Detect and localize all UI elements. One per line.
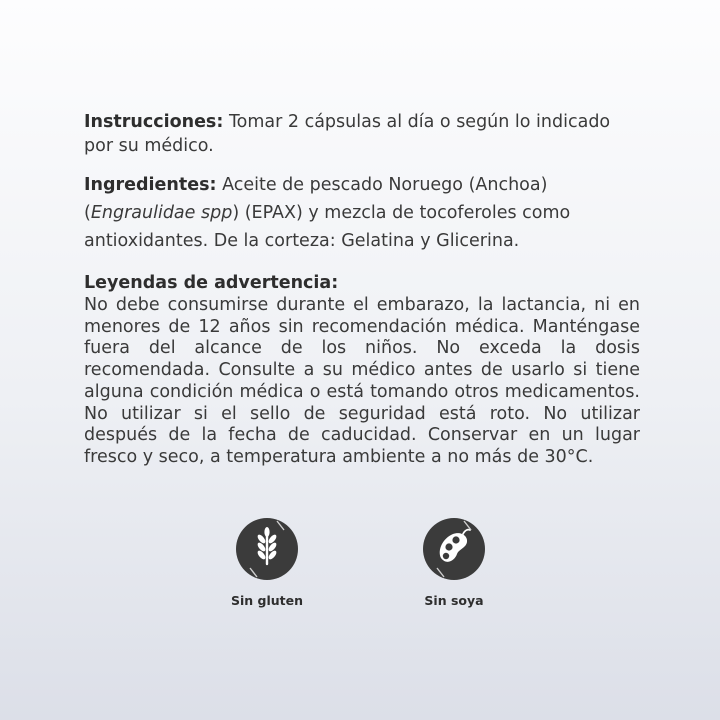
ingredients-text-continued: ) (EPAX) y mezcla de tocoferoles como antioxidantes. De la corteza: Gelatina y Glicerina. [84, 203, 571, 251]
soy-free-badge [394, 518, 514, 608]
ingredients-species: Engraulidae spp [90, 203, 233, 223]
warnings-section [84, 271, 640, 469]
warnings-title: Leyendas de advertencia: [84, 273, 339, 293]
soybean-crossed-icon [423, 518, 485, 580]
instructions-text: Tomar 2 cápsulas al día o según lo indicado por su médico. [84, 112, 611, 156]
warnings-text: No debe consumirse durante el embarazo, la lactancia, ni en menores de 12 años sin recomendación médica. Manténgase fuera del alcance de los niños. No exceda la dosis recomendada. Consulte a su médico antes de usarlo si tiene alguna condición médica o está tomando otros medicamentos. No utilizar si el sello de seguridad está roto. No utilizar después de la fecha de caducidad. Conservar en un lugar fresco y seco, a temperatura ambiente a no más de 30°C. [84, 295, 640, 467]
ingredients-label: Ingredientes: [84, 175, 217, 195]
instructions-label: Instrucciones: [84, 112, 224, 132]
ingredients-text: Aceite de pescado Noruego (Anchoa) ( [84, 175, 548, 223]
ingredients-section [84, 171, 640, 255]
gluten-free-badge [207, 518, 327, 608]
instructions-section [84, 110, 640, 158]
soy-free-label: Sin soya [424, 593, 484, 608]
wheat-crossed-icon [236, 518, 298, 580]
gluten-free-label: Sin gluten [230, 593, 304, 608]
